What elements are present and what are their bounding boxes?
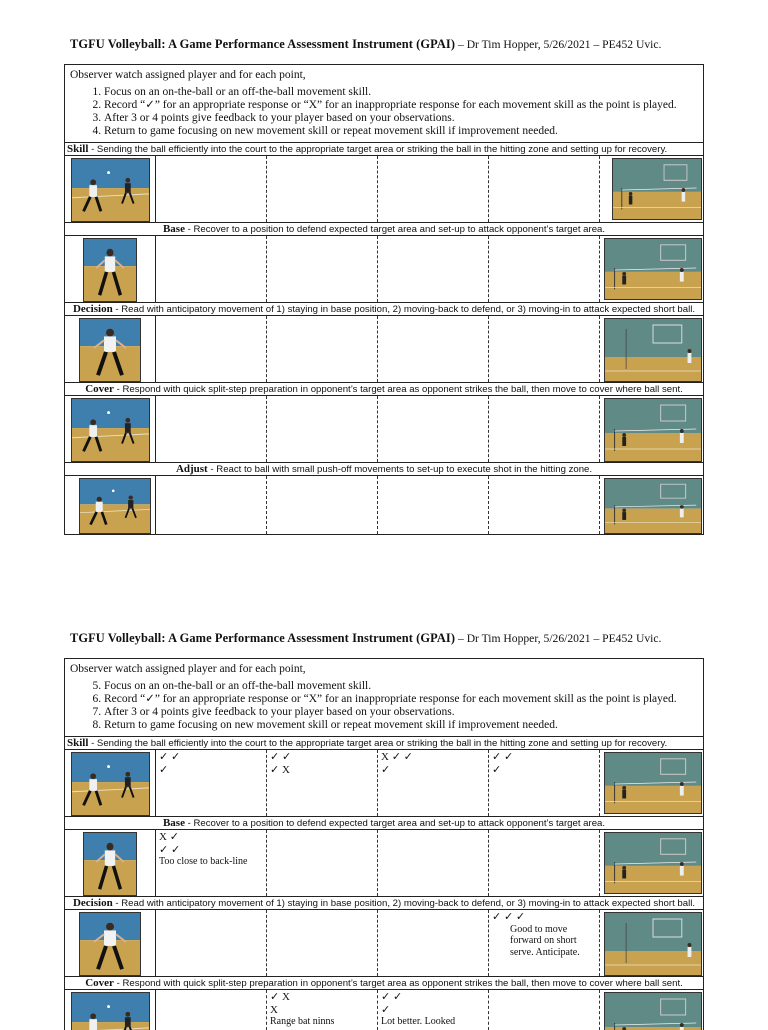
mark-cell[interactable] (377, 236, 488, 302)
mark-cell[interactable] (377, 316, 488, 382)
assessment-table (64, 64, 704, 535)
cover-photo-right (604, 992, 702, 1030)
mark-cell[interactable] (488, 156, 599, 222)
row-base (65, 235, 703, 302)
instruction-item: 7. After 3 or 4 points give feedback to your player based on your observations. (104, 706, 697, 719)
instruction-item: 4. Return to game focusing on new movement skill or repeat movement skill if improvement needed. (104, 125, 697, 138)
assessment-table (64, 658, 704, 1030)
section-header-decision: Decision - Read with anticipatory movement of 1) staying in base position, 2) moving-back to defend, or 3) moving-in to attack expected short ball. (65, 302, 703, 315)
feedback-note: Good to move forward on short serve. Anticipate. (510, 923, 580, 958)
row-base (65, 829, 703, 896)
mark-cell[interactable] (488, 830, 599, 896)
mark-cell[interactable] (155, 156, 266, 222)
mark-cell[interactable] (155, 396, 266, 462)
row-cover (65, 395, 703, 462)
instruction-item: 3. After 3 or 4 points give feedback to your player based on your observations. (104, 112, 697, 125)
section-header-base: Base - Recover to a position to defend expected target area and set-up to attack opponent’s target area. (65, 816, 703, 829)
form-title: TGFU Volleyball: A Game Performance Assessment Instrument (GPAI) – Dr Tim Hopper, 5/26/2021 – PE452 Uvic. (70, 631, 662, 645)
cover-photo-right (604, 398, 702, 462)
mark-cell[interactable] (155, 236, 266, 302)
mark-cell[interactable]: X ✓ ✓ ✓ (377, 750, 488, 816)
mark-cell[interactable] (488, 316, 599, 382)
instruction-item: 2. Record “✓” for an appropriate response or “X” for an inappropriate response for each movement skill as the point is played. (104, 99, 697, 112)
mark-cell[interactable] (488, 476, 599, 534)
mark-cell[interactable] (266, 236, 377, 302)
mark-cell[interactable] (155, 910, 266, 976)
mark-cell[interactable] (155, 476, 266, 534)
base-photo-left (83, 832, 137, 896)
mark-cell[interactable] (377, 476, 488, 534)
instruction-list (70, 86, 697, 138)
row-decision (65, 909, 703, 976)
mark-cell[interactable] (488, 396, 599, 462)
mark-cell[interactable] (266, 396, 377, 462)
mark-cell[interactable] (155, 316, 266, 382)
instruction-item: 8. Return to game focusing on new movement skill or repeat movement skill if improvement needed. (104, 719, 697, 732)
mark-cell[interactable] (266, 910, 377, 976)
mark-cell[interactable] (266, 316, 377, 382)
cover-photo-left (71, 398, 150, 462)
section-header-cover: Cover - Respond with quick split-step preparation in opponent’s target area as opponent strikes the ball, then move to cover where ball sent. (65, 976, 703, 989)
mark-cell[interactable]: ✓ ✓ ✓ X (266, 750, 377, 816)
feedback-note: Too close to back-line (159, 856, 248, 867)
mark-cell[interactable] (155, 990, 266, 1030)
mark-cell[interactable] (266, 830, 377, 896)
mark-cell[interactable]: ✓ ✓ ✓ Lot better. Looked (377, 990, 488, 1030)
mark-cell[interactable]: ✓ ✓ ✓ (155, 750, 266, 816)
adjust-photo-right (604, 478, 702, 534)
decision-photo-left (79, 912, 141, 976)
mark-cell[interactable] (488, 236, 599, 302)
base-photo-left (83, 238, 137, 302)
instruction-item: 1. Focus on an on-the-ball or an off-the-ball movement skill. (104, 86, 697, 99)
row-skill (65, 155, 703, 222)
intro-text: Observer watch assigned player and for each point, (70, 663, 306, 675)
instructions-block (65, 65, 703, 142)
mark-cell[interactable]: X ✓ ✓ ✓ Too close to back-line (155, 830, 266, 896)
skill-photo-right (612, 158, 702, 220)
mark-cell[interactable] (377, 910, 488, 976)
section-header-cover: Cover - Respond with quick split-step preparation in opponent’s target area as opponent strikes the ball, then move to cover where ball sent. (65, 382, 703, 395)
row-adjust (65, 475, 703, 534)
section-header-base: Base - Recover to a position to defend expected target area and set-up to attack opponent’s target area. (65, 222, 703, 235)
skill-photo-left (71, 158, 150, 222)
mark-cell[interactable] (266, 476, 377, 534)
decision-photo-left (79, 318, 141, 382)
gpai-form-blank (64, 36, 704, 535)
base-photo-right (604, 238, 702, 300)
skill-photo-left (71, 752, 150, 816)
section-header-skill: Skill - Sending the ball efficiently into the court to the appropriate target area or striking the ball in the hitting zone and setting up for recovery. (65, 736, 703, 749)
decision-photo-right (604, 912, 702, 976)
mark-cell[interactable]: ✓ ✓ ✓ Good to move forward on short serve. Anticipate. (488, 910, 599, 976)
mark-cell[interactable] (488, 990, 599, 1030)
instruction-list (70, 680, 697, 732)
mark-cell[interactable] (377, 830, 488, 896)
section-header-decision: Decision - Read with anticipatory movement of 1) staying in base position, 2) moving-back to defend, or 3) moving-in to attack expected short ball. (65, 896, 703, 909)
decision-photo-right (604, 318, 702, 382)
section-header-skill: Skill - Sending the ball efficiently into the court to the appropriate target area or striking the ball in the hitting zone and setting up for recovery. (65, 142, 703, 155)
mark-cell[interactable]: ✓ X X Range bat ninns (266, 990, 377, 1030)
base-photo-right (604, 832, 702, 894)
section-header-adjust: Adjust - React to ball with small push-off movements to set-up to execute shot in the hitting zone. (65, 462, 703, 475)
mark-cell[interactable] (266, 156, 377, 222)
instruction-item: 5. Focus on an on-the-ball or an off-the-ball movement skill. (104, 680, 697, 693)
mark-cell[interactable] (377, 396, 488, 462)
instruction-item: 6. Record “✓” for an appropriate response or “X” for an inappropriate response for each movement skill as the point is played. (104, 693, 697, 706)
form-title: TGFU Volleyball: A Game Performance Assessment Instrument (GPAI) – Dr Tim Hopper, 5/26/2021 – PE452 Uvic. (70, 37, 662, 51)
row-skill (65, 749, 703, 816)
mark-cell[interactable]: ✓ ✓ ✓ (488, 750, 599, 816)
instructions-block (65, 659, 703, 736)
cover-photo-left (71, 992, 150, 1030)
adjust-photo-left (79, 478, 151, 534)
intro-text: Observer watch assigned player and for each point, (70, 69, 306, 81)
skill-photo-right (604, 752, 702, 814)
row-decision (65, 315, 703, 382)
mark-cell[interactable] (377, 156, 488, 222)
gpai-form-filled (64, 630, 704, 1030)
